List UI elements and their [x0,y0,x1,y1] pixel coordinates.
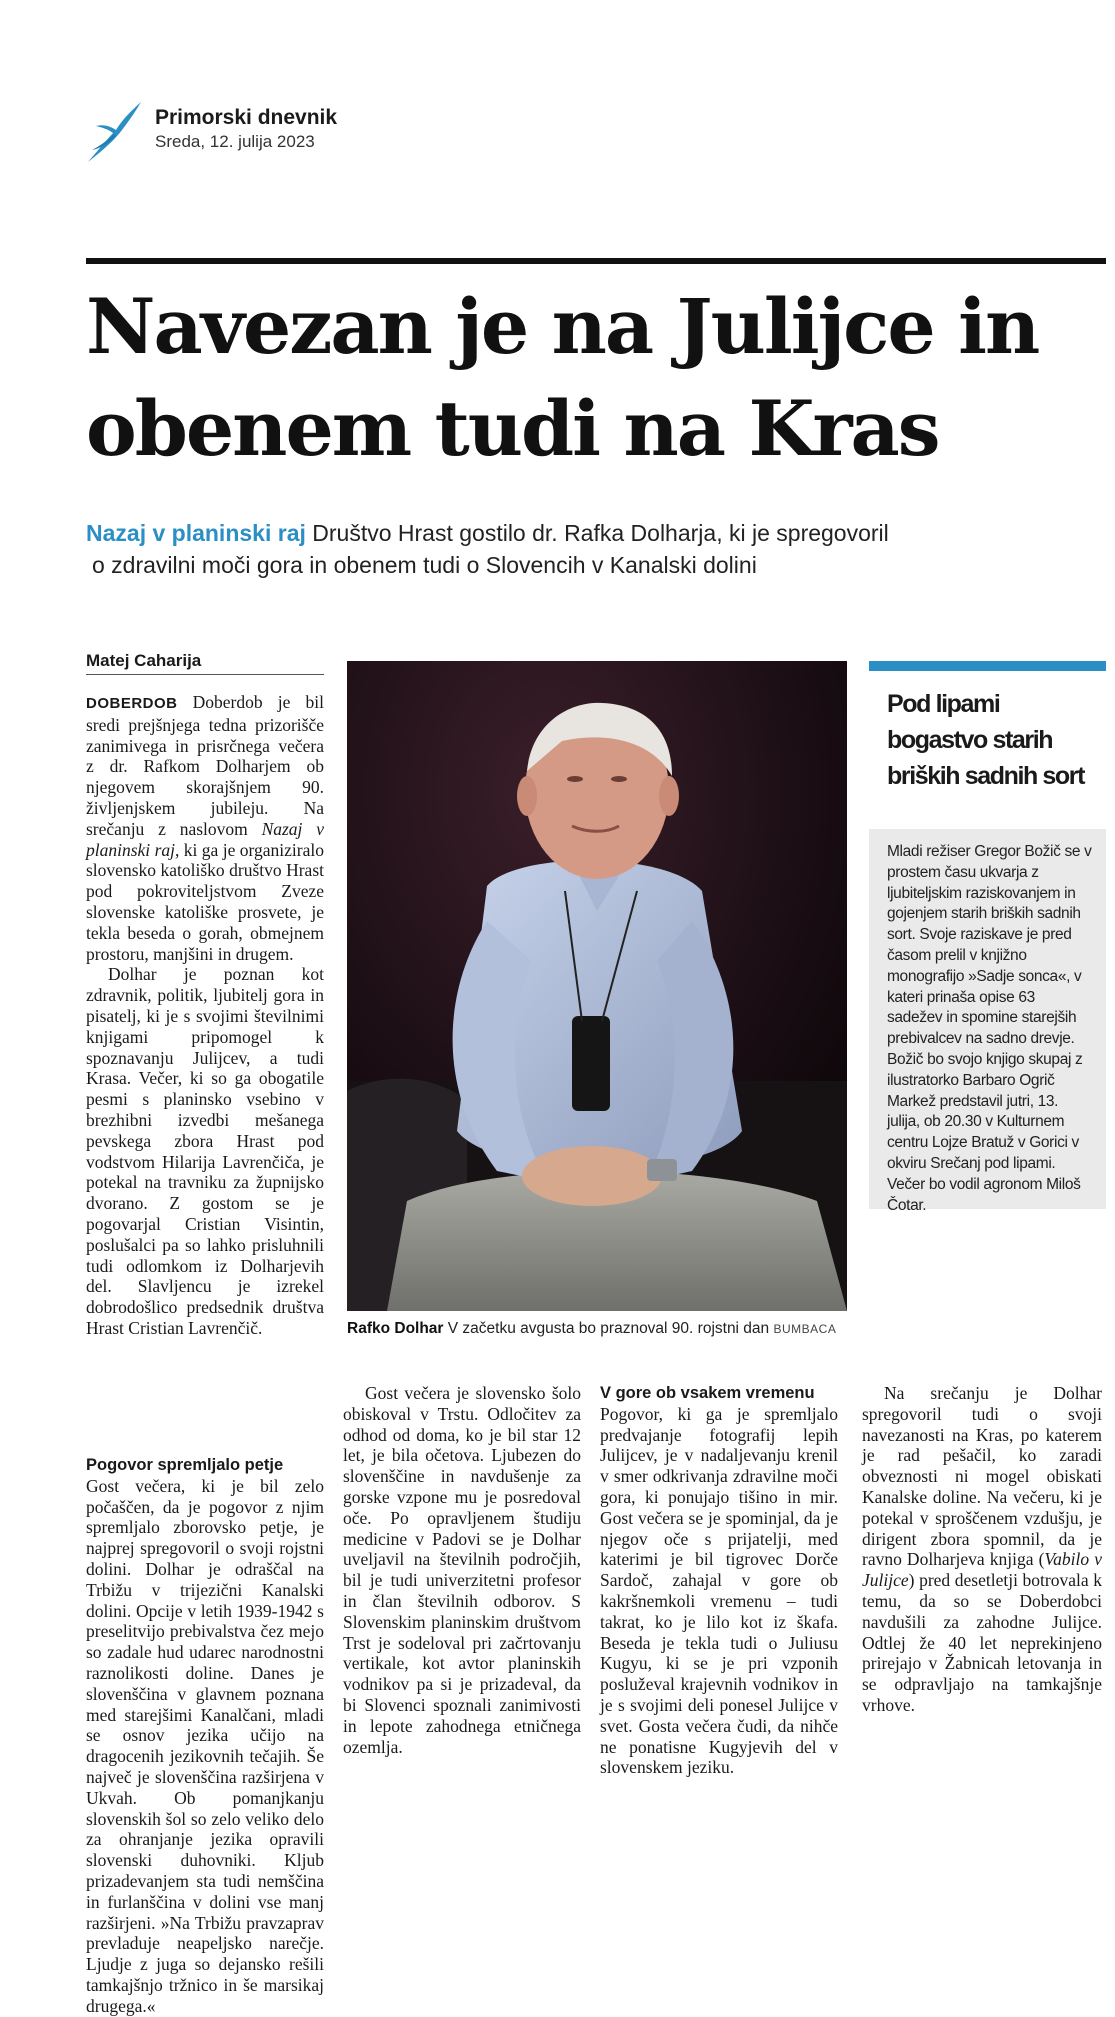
deck [86,517,1046,581]
sidebar-title-line-3: briških sadnih sort [887,762,1085,790]
seagull-icon [86,100,142,164]
deck-line-1: Društvo Hrast gostilo dr. Rafka Dolharja, ki je spregovoril [312,520,889,546]
kicker: Nazaj v planinski raj [86,520,306,546]
header-rule [86,258,1106,264]
publication-date: Sreda, 12. julija 2023 [155,132,315,151]
sidebar-title [887,686,1097,794]
article-column-4 [862,1383,1102,1716]
article-column-1 [86,692,324,1339]
author-byline: Matej Caharija [86,651,202,670]
caption-text: V začetku avgusta bo praznoval 90. rojstni dan [447,1320,770,1337]
event-title: Nazaj v planinski raj [86,818,324,860]
paragraph-1-text-a: Doberdob je bil sredi prejšnjega tedna prizorišče zanimivega in prisrčnega večera z dr. Rafkom Dolharjem ob njegovem skorajšnjem 90. življenjskem jubileju. Na srečanju z naslovom [86,692,325,839]
paragraph-5: Pogovor, ki ga je spremljalo predvajanje fotografij lepih Julijcev, je v nadaljevanju krenil v smer odkrivanja zdravilne moči gora, ki ponujajo tišino in mir. Gost večera se je spominjal, da je njegov oče s prijatelji, med katerimi je bil tigrovec Dorče Sardoč, zahajal v gore ob kakršnemkoli vremenu – tudi takrat, ko je lilo kot iz škafa. Beseda je tekla tudi o Juliusu Kugyu, ki se je pri vzponih posluževal krajevnih vodnikov in je s svojimi deli ponesel Julijce v svet. Gosta večera čudi, da nihče ne ponatisne Kugyjevih del v slovenskem jeziku. [600,1403,838,1778]
headline [86,276,1106,480]
article-column-1-lower [86,1455,324,2017]
paragraph-3: Gost večera, ki je bil zelo počaščen, da je pogovor z njim spremljalo zborovsko petje, je najprej spregovoril o svoji rojstni dolini. Dolhar je odraščal na Trbižu v trijezični Kanalski dolini. Opcije v letih 1939-1942 s preselitvijo prebivalstva čez mejo so zadale hud udarec narodnostni raznolikosti doline. Danes je slovenščina v glavnem poznana med starejšimi Kanalčani, mladi se osnov jezika učijo na dragocenih jezikovnih tečajih. Še največ je slovenščina razširjena v Ukvah. Ob pomanjkanju slovenskih šol so zelo veliko delo za ohranjanje jezika opravili slovenski duhovniki. Kljub prizadevanjem sta tudi nemščina in furlanščina v dolini vse manj razširjeni. »Na Trbižu pravzaprav prevladuje neapeljsko narečje. Ljudje z juga so dejansko rešili tamkajšnjo tržnico in še marsikaj drugega.« [86,1475,324,2016]
sidebar-text: Mladi režiser Gregor Božič se v prostem času ukvarja z ljubiteljskim raziskovanjem in gojenjem starih briških sadnih sort. Svoje raziskave je pred časom prelil v knjižno monografijo »Sadje sonca«, v kateri prinaša opise 63 sadežev in spomine starejših prebivalcev na sadno drevje. Božič bo svojo knjigo skupaj z ilustratorko Barbaro Ogrič Markež predstavil jutri, 13. julija, ob 20.30 v Kulturnem centru Lojze Bratuž v Gorici v okviru Srečanj pod lipami. Večer bo vodil agronom Miloš Čotar. [887,843,1092,1214]
paragraph-1 [86,692,324,964]
sidebar-title-line-1: Pod lipami [887,690,1000,718]
paragraph-1-text-b: , ki ga je organiziralo slovensko katoliško društvo Hrast pod pokroviteljstvom Zveze slovenske katoliške prosvete, je tekla beseda o gorah, obmejnem prostoru, manjšini in drugem. [86,839,324,964]
paragraph-2: Dolhar je poznan kot zdravnik, politik, ljubitelj gora in pisatelj, ki je s svojimi številnimi knjigami pripomogel k spoznavanju Julijcev, a tudi Krasa. Večer, ki so ga obogatile pesmi s planinsko vsebino v brezhibni izvedbi mešanega pevskega zbora Hrast pod vodstvom Hilarija Lavrenčiča, je potekal na travniku za župnijsko dvorano. Z gostom se je pogovarjal Cristian Visintin, poslušalci pa so lahko prisluhnili tudi odlomkom iz Dolharjevih del. Slavljencu je izrekel dobrodošlico predsednik društva Hrast Cristian Lavrenčič. [86,964,324,1338]
dateline: DOBERDOB [86,695,178,712]
article-photo [347,661,847,1311]
photo-caption [347,1320,857,1338]
book-title: Vabilo v Julijce [862,1549,1102,1591]
article-column-3 [600,1383,838,1778]
subheading-2: V gore ob vsakem vremenu [600,1384,815,1402]
sidebar-accent-bar [869,661,1106,671]
article-column-2 [343,1383,581,1757]
sidebar-title-line-2: bogastvo starih [887,726,1053,754]
paragraph-6-text-a: Na srečanju je Dolhar spregovoril tudi o svoji navezanosti na Kras, po katerem je rad pešačil, ko zaradi obveznosti ni mogel obiskati Kanalske doline. Na večeru, ki je potekal v sproščenem vzdušju, je dirigent zbora spomnil, da je ravno Dolharjeva knjiga ( [862,1383,1102,1570]
paragraph-6-text-b: ) pred desetletji botrovala k temu, da so se Doberdobci navdušili za zahodne Julijce. Odtlej že 40 let neprekinjeno prirejajo v Žabnicah letovanja in se odpravljajo na tamkajšnje vrhove. [862,1570,1102,1715]
headline-line-2: obenem tudi na Kras [86,384,939,473]
paragraph-6 [862,1383,1102,1716]
headline-line-1: Navezan je na Julijce in [86,282,1039,371]
photo-credit: BUMBACA [773,1322,837,1336]
publication-name: Primorski dnevnik [155,106,338,129]
paragraph-4: Gost večera je slovensko šolo obiskoval v Trstu. Odločitev za odhod od doma, ko je bil star 12 let, je bila očetova. Ljubezen do slovenščine in navdušenje za gorske vzpone mu je posredoval oče. Po opravljenem študiju medicine v Padovi se je Dolhar uveljavil na številnih področjih, bil je tudi univerzitetni profesor in član številnih odborov. S Slovenskim planinskim društvom Trst je sodeloval pri začrtovanju vertikale, kot avtor planinskih vodnikov pa si je prizadeval, da bi Slovenci spoznali zanimivosti in lepote zahodnega etničnega ozemlja. [343,1383,581,1757]
subheading-1: Pogovor spremljalo petje [86,1456,284,1474]
deck-line-2: o zdravilni moči gora in obenem tudi o Slovencih v Kanalski dolini [92,552,757,578]
byline-rule [86,674,324,675]
caption-name: Rafko Dolhar [347,1320,444,1337]
